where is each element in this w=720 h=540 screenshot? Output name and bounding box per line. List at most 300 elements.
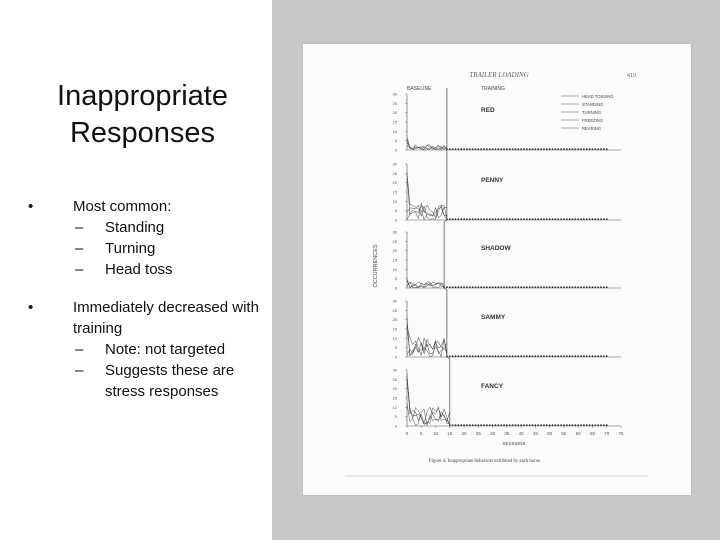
data-point (535, 286, 537, 288)
x-tick-label: 55 (561, 431, 567, 436)
x-tick-label: 15 (447, 431, 453, 436)
data-point (449, 218, 451, 220)
y-tick-label: 20 (392, 386, 397, 392)
data-point (589, 148, 591, 150)
data-point (503, 218, 505, 220)
data-point (497, 424, 499, 426)
data-point (557, 355, 559, 357)
data-point (520, 355, 522, 357)
data-point (455, 424, 457, 426)
data-point (526, 424, 528, 426)
data-point (583, 148, 585, 150)
data-point (552, 218, 554, 220)
data-point (557, 424, 559, 426)
data-point (455, 218, 457, 220)
data-point (566, 218, 568, 220)
sub-bullet (75, 360, 268, 402)
data-point (523, 148, 525, 150)
sub-bullet-dash: – (75, 219, 84, 236)
figure-page-number: 419 (627, 73, 636, 79)
y-tick-label: 0 (394, 423, 397, 429)
data-point (574, 286, 576, 288)
data-point (554, 148, 556, 150)
data-point (597, 424, 599, 426)
data-point (463, 148, 465, 150)
legend-entry: TURNING (582, 110, 602, 115)
data-point (597, 218, 599, 220)
baseline-series-line (407, 137, 447, 150)
scanned-figure-page (303, 44, 691, 495)
data-point (592, 286, 594, 288)
data-point (529, 218, 531, 220)
data-point (563, 286, 565, 288)
panel-name: SHADOW (481, 245, 511, 252)
data-point (486, 148, 488, 150)
data-point (517, 424, 519, 426)
data-point (574, 148, 576, 150)
baseline-series-line (407, 376, 450, 425)
baseline-series-line (407, 380, 450, 426)
data-point (535, 218, 537, 220)
data-point (472, 148, 474, 150)
data-point (600, 424, 602, 426)
data-point (466, 355, 468, 357)
data-point (537, 148, 539, 150)
data-point (469, 218, 471, 220)
data-point (517, 218, 519, 220)
data-point (560, 355, 562, 357)
data-point (520, 218, 522, 220)
data-point (603, 148, 605, 150)
data-point (586, 286, 588, 288)
x-tick-label: 70 (604, 431, 610, 436)
data-point (606, 218, 608, 220)
data-point (532, 424, 534, 426)
data-point (489, 286, 491, 288)
data-point (466, 286, 468, 288)
data-point (546, 148, 548, 150)
data-point (449, 355, 451, 357)
data-point (483, 424, 485, 426)
data-point (552, 148, 554, 150)
sub-bullet-text: Turning (105, 240, 156, 257)
data-point (460, 148, 462, 150)
x-tick-label: 45 (532, 431, 538, 436)
sub-bullet-dash: – (75, 261, 84, 278)
y-tick-label: 20 (392, 317, 397, 323)
data-point (503, 424, 505, 426)
data-point (549, 424, 551, 426)
bullet-text: Immediately decreased with training (73, 299, 259, 337)
data-point (592, 424, 594, 426)
y-tick-label: 25 (392, 100, 397, 106)
data-point (475, 148, 477, 150)
title-line-1: Inappropriate (57, 80, 228, 112)
data-point (554, 355, 556, 357)
data-point (583, 424, 585, 426)
data-point (500, 355, 502, 357)
baseline-series-line (407, 327, 447, 356)
data-point (492, 355, 494, 357)
x-tick-label: 60 (575, 431, 581, 436)
y-tick-label: 30 (392, 229, 397, 235)
data-point (577, 148, 579, 150)
x-tick-label: 35 (504, 431, 510, 436)
data-point (560, 148, 562, 150)
baseline-series-line (407, 403, 450, 425)
data-point (554, 424, 556, 426)
data-point (600, 355, 602, 357)
data-point (472, 424, 474, 426)
data-point (549, 286, 551, 288)
data-point (583, 355, 585, 357)
data-point (572, 424, 574, 426)
data-point (574, 355, 576, 357)
data-point (569, 218, 571, 220)
data-point (463, 218, 465, 220)
data-point (495, 286, 497, 288)
data-point (489, 355, 491, 357)
data-point (455, 355, 457, 357)
data-point (497, 218, 499, 220)
data-point (455, 286, 457, 288)
data-point (580, 218, 582, 220)
data-point (483, 218, 485, 220)
data-point (549, 355, 551, 357)
data-point (572, 148, 574, 150)
data-point (495, 148, 497, 150)
y-tick-label: 15 (392, 257, 397, 263)
sub-bullet-dash: – (75, 362, 84, 379)
data-point (569, 424, 571, 426)
data-point (515, 424, 517, 426)
data-point (566, 148, 568, 150)
x-tick-label: 75 (618, 431, 624, 436)
data-point (466, 148, 468, 150)
data-point (515, 218, 517, 220)
bullet-dot: • (28, 198, 34, 215)
sub-bullet-text: Suggests these are stress responses (105, 362, 235, 400)
data-point (574, 218, 576, 220)
data-point (597, 355, 599, 357)
sub-bullet (75, 259, 268, 280)
data-point (492, 286, 494, 288)
data-point (594, 355, 596, 357)
data-point (592, 148, 594, 150)
data-point (475, 424, 477, 426)
data-point (509, 218, 511, 220)
data-point (469, 286, 471, 288)
data-point (509, 424, 511, 426)
y-tick-label: 15 (392, 326, 397, 332)
data-point (600, 286, 602, 288)
data-point (472, 355, 474, 357)
data-point (526, 355, 528, 357)
data-point (446, 286, 448, 288)
x-tick-label: 30 (490, 431, 496, 436)
data-point (480, 286, 482, 288)
data-point (486, 286, 488, 288)
data-point (563, 218, 565, 220)
data-point (600, 148, 602, 150)
figure-header: TRAILER LOADING (469, 71, 529, 79)
data-point (563, 148, 565, 150)
data-point (515, 355, 517, 357)
x-tick-label: 50 (547, 431, 553, 436)
data-point (480, 355, 482, 357)
data-point (455, 148, 457, 150)
data-point (523, 218, 525, 220)
y-tick-label: 0 (394, 354, 397, 360)
data-point (500, 286, 502, 288)
data-point (460, 218, 462, 220)
data-point (509, 286, 511, 288)
data-point (606, 424, 608, 426)
data-point (497, 148, 499, 150)
data-point (506, 218, 508, 220)
data-point (594, 148, 596, 150)
data-point (572, 218, 574, 220)
data-point (560, 286, 562, 288)
panel-name: RED (481, 107, 495, 114)
data-point (566, 355, 568, 357)
data-point (469, 355, 471, 357)
y-tick-label: 15 (392, 119, 397, 125)
x-tick-label: 10 (433, 431, 439, 436)
phase-label-baseline: BASELINE (407, 86, 432, 92)
data-point (480, 218, 482, 220)
data-point (469, 148, 471, 150)
data-point (503, 286, 505, 288)
data-point (580, 355, 582, 357)
data-point (543, 355, 545, 357)
data-point (532, 355, 534, 357)
panel-name: SAMMY (481, 314, 506, 321)
sub-bullet (75, 238, 268, 259)
data-point (532, 286, 534, 288)
sub-bullet-dash: – (75, 240, 84, 257)
phase-change-line (444, 88, 450, 426)
data-point (480, 148, 482, 150)
data-point (529, 355, 531, 357)
data-point (495, 218, 497, 220)
data-point (460, 286, 462, 288)
data-point (492, 148, 494, 150)
data-point (589, 355, 591, 357)
data-point (517, 148, 519, 150)
legend-entry: STANDING (582, 102, 604, 107)
data-point (540, 424, 542, 426)
data-point (489, 218, 491, 220)
data-point (603, 355, 605, 357)
panel-name: FANCY (481, 383, 504, 390)
data-point (606, 148, 608, 150)
data-point (477, 286, 479, 288)
data-point (589, 218, 591, 220)
data-point (540, 148, 542, 150)
data-point (537, 424, 539, 426)
bullet-item (28, 297, 268, 402)
data-point (569, 355, 571, 357)
data-point (557, 148, 559, 150)
data-point (597, 286, 599, 288)
data-point (566, 286, 568, 288)
data-point (606, 355, 608, 357)
data-point (520, 148, 522, 150)
data-point (546, 218, 548, 220)
data-point (469, 424, 471, 426)
data-point (452, 148, 454, 150)
data-point (452, 286, 454, 288)
y-tick-label: 30 (392, 161, 397, 167)
sub-bullet (75, 339, 268, 360)
data-point (506, 355, 508, 357)
data-point (549, 218, 551, 220)
data-point (552, 355, 554, 357)
data-point (483, 286, 485, 288)
data-point (512, 355, 514, 357)
y-tick-label: 0 (394, 217, 397, 223)
sub-bullet-text: Note: not targeted (105, 341, 226, 358)
data-point (537, 355, 539, 357)
data-point (477, 424, 479, 426)
data-point (475, 286, 477, 288)
data-point (580, 424, 582, 426)
sub-bullet-text: Head toss (105, 261, 173, 278)
data-point (600, 218, 602, 220)
sub-bullet-dash: – (75, 341, 84, 358)
data-point (586, 148, 588, 150)
data-point (537, 218, 539, 220)
x-tick-label: 0 (405, 431, 409, 436)
data-point (535, 148, 537, 150)
sub-bullet (75, 217, 268, 238)
data-point (577, 424, 579, 426)
y-tick-label: 15 (392, 189, 397, 195)
data-point (603, 424, 605, 426)
data-point (577, 286, 579, 288)
data-point (457, 148, 459, 150)
data-point (512, 424, 514, 426)
data-point (549, 148, 551, 150)
data-point (500, 424, 502, 426)
data-point (563, 355, 565, 357)
data-point (529, 424, 531, 426)
title-line-2: Responses (69, 117, 216, 149)
data-point (554, 218, 556, 220)
data-point (572, 286, 574, 288)
data-point (483, 148, 485, 150)
y-tick-label: 20 (392, 110, 397, 116)
data-point (520, 424, 522, 426)
y-tick-label: 25 (392, 238, 397, 244)
y-tick-label: 15 (392, 395, 397, 401)
slide-text-area (0, 0, 272, 540)
bullet-item (28, 196, 268, 280)
data-point (526, 148, 528, 150)
data-point (535, 424, 537, 426)
data-point (560, 424, 562, 426)
data-point (472, 286, 474, 288)
y-tick-label: 20 (392, 248, 397, 254)
data-point (452, 218, 454, 220)
data-point (515, 286, 517, 288)
phase-label-training: TRAINING (481, 86, 505, 92)
y-tick-label: 30 (392, 91, 397, 97)
data-point (475, 355, 477, 357)
data-point (486, 218, 488, 220)
data-point (477, 148, 479, 150)
data-point (580, 148, 582, 150)
y-tick-label: 25 (392, 376, 397, 382)
data-point (592, 355, 594, 357)
data-point (557, 286, 559, 288)
data-point (540, 286, 542, 288)
data-point (483, 355, 485, 357)
data-point (592, 218, 594, 220)
data-point (477, 218, 479, 220)
data-point (460, 355, 462, 357)
data-point (563, 424, 565, 426)
data-point (583, 218, 585, 220)
data-point (523, 286, 525, 288)
data-point (589, 286, 591, 288)
data-point (540, 218, 542, 220)
data-point (500, 148, 502, 150)
data-point (452, 355, 454, 357)
data-point (523, 355, 525, 357)
data-point (546, 286, 548, 288)
y-tick-label: 0 (394, 285, 397, 291)
data-point (457, 286, 459, 288)
x-tick-label: 65 (589, 431, 595, 436)
data-point (540, 355, 542, 357)
data-point (475, 218, 477, 220)
data-point (535, 355, 537, 357)
data-point (503, 355, 505, 357)
data-point (603, 286, 605, 288)
data-point (480, 424, 482, 426)
data-point (520, 286, 522, 288)
data-point (586, 424, 588, 426)
y-tick-label: 10 (392, 404, 397, 410)
data-point (586, 355, 588, 357)
data-point (554, 286, 556, 288)
data-point (509, 148, 511, 150)
data-point (457, 218, 459, 220)
data-point (606, 286, 608, 288)
data-point (492, 218, 494, 220)
data-point (512, 148, 514, 150)
data-point (517, 355, 519, 357)
data-point (583, 286, 585, 288)
data-point (594, 286, 596, 288)
legend-entry: FREEZING (582, 118, 604, 123)
baseline-series-line (407, 174, 447, 218)
data-point (486, 355, 488, 357)
data-point (577, 355, 579, 357)
data-point (509, 355, 511, 357)
data-point (500, 218, 502, 220)
data-point (517, 286, 519, 288)
data-point (489, 148, 491, 150)
data-point (526, 286, 528, 288)
data-point (603, 218, 605, 220)
x-tick-label: 5 (420, 431, 423, 436)
data-point (546, 355, 548, 357)
data-point (552, 286, 554, 288)
data-point (543, 424, 545, 426)
